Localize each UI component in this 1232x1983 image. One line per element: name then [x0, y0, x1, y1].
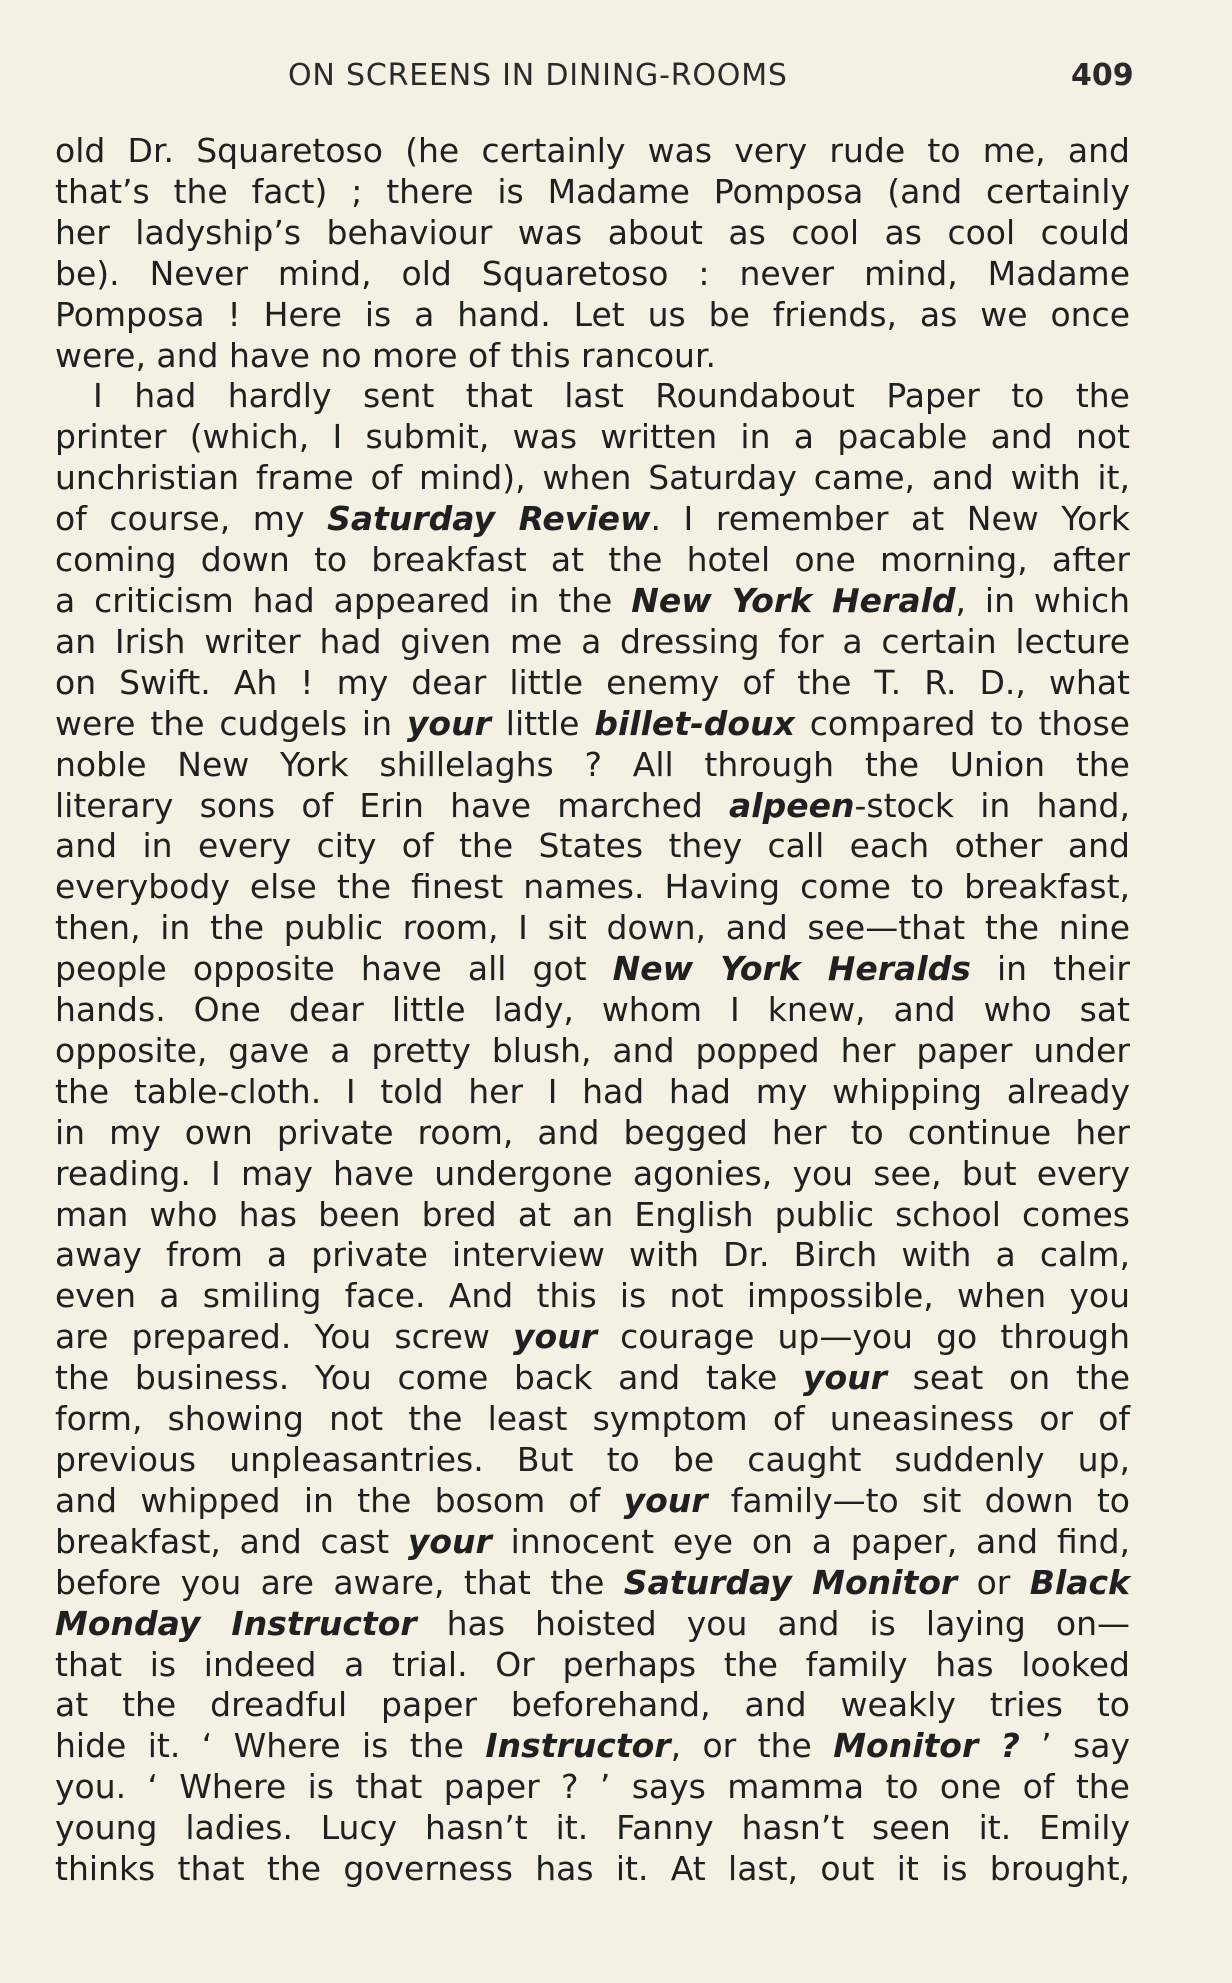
text-line: and in every city of the States they call each other and [55, 826, 1130, 866]
text-line: hands. One dear little lady, whom I knew, and who sat [55, 990, 1130, 1030]
text-line: the business. You come back and take your seat on the [55, 1358, 1130, 1398]
italic-phrase: Monday Instructor [55, 1603, 417, 1643]
text-line: before you are aware, that the Saturday Monitor or Black [55, 1562, 1130, 1602]
text-line: young ladies. Lucy hasn’t it. Fanny hasn’t seen it. Emily [55, 1808, 1130, 1848]
body-text [55, 131, 1130, 1890]
text-line: Monday Instructor has hoisted you and is laying on— [55, 1603, 1130, 1643]
text-line: literary sons of Erin have marched alpeen-stock in hand, [55, 785, 1130, 825]
italic-phrase: New York Heralds [612, 949, 971, 989]
italic-phrase: Black [1029, 1562, 1130, 1602]
text-line: noble New York shillelaghs ? All through the Union the [55, 744, 1130, 784]
text-line: her ladyship’s behaviour was about as cool as cool could [55, 212, 1130, 252]
italic-phrase: your [623, 1480, 708, 1520]
text-line: I had hardly sent that last Roundabout Paper to the [93, 376, 1130, 416]
text-line: thinks that the governess has it. At last, out it is brought, [55, 1849, 1130, 1889]
text-line: a criticism had appeared in the New York Herald, in which [55, 580, 1131, 620]
text-line: are prepared. You screw your courage up—you go through [55, 1317, 1130, 1357]
text-line: man who has been bred at an English public school comes [55, 1194, 1130, 1234]
text-line: coming down to breakfast at the hotel one morning, after [55, 540, 1130, 580]
text-line: people opposite have all got New York Heralds in their [55, 949, 1130, 989]
page-number: 409 [1071, 58, 1134, 93]
text-line: in my own private room, and begged her to continue her [55, 1112, 1130, 1152]
text-line: then, in the public room, I sit down, and see—that the nine [55, 908, 1130, 948]
text-line: even a smiling face. And this is not impossible, when you [55, 1276, 1130, 1316]
text-line: Pomposa ! Here is a hand. Let us be friends, as we once [55, 294, 1130, 334]
text-line: of course, my Saturday Review. I remember at New York [55, 499, 1130, 539]
italic-phrase: Saturday Review [327, 499, 651, 539]
italic-phrase: billet-doux [594, 703, 795, 743]
page-header [0, 58, 1232, 98]
text-line: were the cudgels in your little billet-doux compared to those [55, 703, 1130, 743]
text-line: printer (which, I submit, was written in a pacable and not [55, 417, 1130, 457]
text-line: unchristian frame of mind), when Saturday came, and with it, [55, 458, 1130, 498]
italic-phrase: New York Herald [631, 580, 956, 620]
italic-phrase: your [803, 1358, 887, 1398]
text-line: that’s the fact) ; there is Madame Pomposa (and certainly [55, 171, 1130, 211]
text-line: at the dreadful paper beforehand, and weakly tries to [55, 1685, 1130, 1725]
text-line: everybody else the finest names. Having come to breakfast, [55, 867, 1130, 907]
text-line: reading. I may have undergone agonies, you see, but every [55, 1153, 1130, 1193]
italic-phrase: your [513, 1317, 597, 1357]
italic-phrase: your [407, 1521, 492, 1561]
text-line: away from a private interview with Dr. Birch with a calm, [55, 1235, 1130, 1275]
running-head: ON SCREENS IN DINING-ROOMS [288, 58, 788, 93]
text-line: breakfast, and cast your innocent eye on a paper, and find, [55, 1521, 1131, 1561]
italic-phrase: alpeen [729, 785, 855, 825]
text-line: the table-cloth. I told her I had had my whipping already [55, 1071, 1130, 1111]
text-line: and whipped in the bosom of your family—to sit down to [55, 1480, 1130, 1520]
text-line: hide it. ‘ Where is the Instructor, or the Monitor ? ’ say [55, 1726, 1130, 1766]
text-line: an Irish writer had given me a dressing for a certain lecture [55, 621, 1130, 661]
italic-phrase: Saturday Monitor [623, 1562, 958, 1602]
text-line: on Swift. Ah ! my dear little enemy of the T. R. D., what [55, 662, 1130, 702]
text-line: you. ‘ Where is that paper ? ’ says mamma to one of the [55, 1767, 1130, 1807]
text-line: form, showing not the least symptom of uneasiness or of [55, 1399, 1130, 1439]
italic-phrase: Monitor ? [833, 1726, 1020, 1766]
text-line: previous unpleasantries. But to be caught suddenly up, [55, 1440, 1130, 1479]
text-line: that is indeed a trial. Or perhaps the family has looked [55, 1644, 1130, 1684]
text-line: opposite, gave a pretty blush, and popped her paper under [55, 1030, 1130, 1070]
italic-phrase: Instructor [485, 1726, 671, 1766]
text-line: old Dr. Squaretoso (he certainly was very rude to me, and [55, 131, 1130, 170]
italic-phrase: your [406, 703, 491, 743]
text-line: be). Never mind, old Squaretoso : never mind, Madame [55, 253, 1130, 293]
text-line: were, and have no more of this rancour. [55, 335, 716, 375]
